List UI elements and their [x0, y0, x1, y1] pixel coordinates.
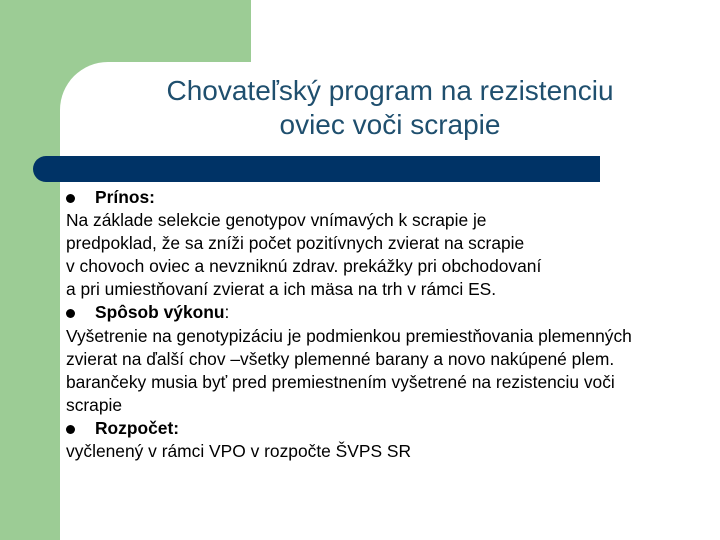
- method-text-line: scrapie: [66, 394, 123, 415]
- title-underline-bar: [33, 156, 600, 182]
- benefit-label: Prínos:: [95, 187, 155, 207]
- slide-title: [60, 74, 720, 142]
- bullet-method: [66, 301, 720, 324]
- method-text-line: zvierat na ďalší chov –všetky plemenné barany a novo nakúpené plem.: [66, 348, 615, 369]
- benefit-text-line: predpoklad, že sa zníži počet pozitívnych zvierat na scrapie: [66, 233, 525, 254]
- title-line-1: Chovateľský program na rezistenciu: [166, 75, 614, 106]
- bullet-dot-icon: [66, 194, 75, 203]
- budget-label: Rozpočet:: [95, 417, 180, 438]
- method-label-colon: :: [224, 302, 230, 323]
- title-line-2: oviec voči scrapie: [279, 109, 501, 140]
- budget-text-line: vyčlenený v rámci VPO v rozpočte ŠVPS SR: [66, 441, 412, 462]
- benefit-text-line: a pri umiestňovaní zvierat a ich mäsa na trh v rámci ES.: [66, 279, 497, 300]
- bullet-dot-icon: [66, 425, 75, 434]
- method-text-line: Vyšetrenie na genotypizáciu je podmienkou premiestňovania plemenných: [66, 325, 632, 346]
- benefit-text-line: v chovoch oviec a nevzniknú zdrav. prekážky pri obchodovaní: [66, 256, 542, 277]
- benefit-text-line: Na základe selekcie genotypov vnímavých k scrapie je: [66, 210, 487, 231]
- method-text-line: barančeky musia byť pred premiestnením vyšetrené na rezistenciu voči: [66, 371, 615, 392]
- bullet-benefit: [66, 186, 720, 209]
- method-label: [66, 302, 229, 322]
- method-label-text: Spôsob výkonu: [95, 302, 225, 323]
- slide-body: [66, 186, 720, 463]
- bullet-budget: [66, 417, 720, 440]
